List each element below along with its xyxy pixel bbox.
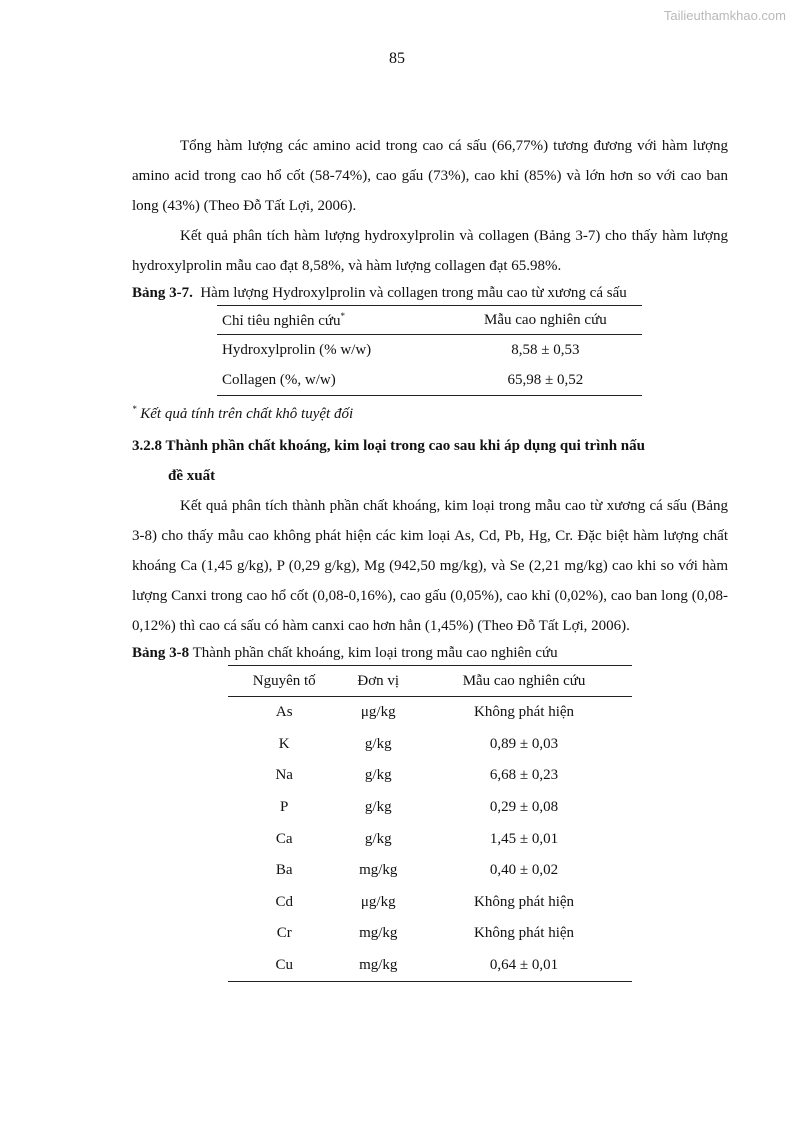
- table-cell-value: Không phát hiện: [474, 893, 575, 910]
- table-cell-element: Ba: [275, 862, 293, 879]
- table-3-7-header-sample: Mẫu cao nghiên cứu: [449, 306, 642, 335]
- table-cell-element: As: [275, 704, 293, 721]
- table-row: [228, 950, 632, 982]
- table-row: [217, 335, 642, 366]
- table-cell-name: Collagen (%, w/w): [222, 371, 336, 388]
- table-3-7-caption-text: Hàm lượng Hydroxylprolin và collagen trong mẫu cao từ xương cá sấu: [200, 285, 627, 301]
- table-row: [228, 760, 632, 792]
- table-cell-value: Không phát hiện: [474, 925, 575, 942]
- table-cell-unit: mg/kg: [359, 862, 398, 879]
- table-cell-value: 1,45 ± 0,01: [489, 830, 559, 847]
- table-row: [217, 365, 642, 396]
- table-cell-value: 6,68 ± 0,23: [489, 767, 559, 784]
- table-3-7-caption: [132, 281, 728, 305]
- page-number: 85: [389, 50, 405, 67]
- table-cell-element: Na: [275, 767, 293, 784]
- table-3-8-caption: [132, 641, 728, 665]
- table-3-7-note: * Kết quả tính trên chất khô tuyệt đối: [132, 404, 354, 422]
- table-cell-value: 0,40 ± 0,02: [489, 862, 559, 879]
- table-3-8-caption-text: Thành phần chất khoáng, kim loại trong mẫu cao nghiên cứu: [189, 645, 558, 661]
- table-3-8-header-unit: Đơn vị: [340, 666, 416, 697]
- table-cell-element: Cd: [275, 893, 293, 910]
- table-3-8: [228, 665, 632, 982]
- table-cell-element: Cu: [275, 957, 293, 974]
- table-cell-element: Ca: [275, 830, 293, 847]
- table-cell-unit: g/kg: [364, 830, 392, 847]
- table-cell-unit: g/kg: [364, 735, 392, 752]
- table-cell-value: 8,58 ± 0,53: [511, 341, 580, 358]
- table-row: [228, 697, 632, 729]
- table-row: [228, 855, 632, 887]
- table-cell-unit: mg/kg: [359, 925, 398, 942]
- table-cell-name: Hydroxylprolin (% w/w): [222, 341, 372, 358]
- table-cell-element: K: [278, 735, 290, 752]
- table-3-8-caption-label: Bảng 3-8: [132, 645, 190, 661]
- table-3-7-caption-label: Bảng 3-7.: [132, 285, 193, 301]
- section-heading-3-2-8: 3.2.8 Thành phần chất khoáng, kim loại trong cao sau khi áp dụng qui trình nấu đề xuất: [132, 438, 645, 484]
- table-3-8-header-element: Nguyên tố: [228, 666, 340, 697]
- table-cell-value: 0,89 ± 0,03: [489, 735, 559, 752]
- table-cell-unit: μg/kg: [360, 704, 396, 721]
- table-3-8-header-sample: Mẫu cao nghiên cứu: [416, 666, 632, 697]
- table-row: [228, 729, 632, 761]
- table-row: [228, 918, 632, 950]
- table-3-7-header-criteria: Chỉ tiêu nghiên cứu*: [217, 306, 449, 335]
- table-cell-element: Cr: [276, 925, 292, 942]
- table-cell-value: 65,98 ± 0,52: [507, 371, 584, 388]
- table-3-7: [217, 305, 642, 396]
- page-content: [132, 131, 728, 982]
- table-cell-value: Không phát hiện: [474, 704, 575, 721]
- table-row: [228, 823, 632, 855]
- table-row: [228, 887, 632, 919]
- table-cell-unit: mg/kg: [359, 957, 398, 974]
- table-row: [228, 792, 632, 824]
- table-cell-unit: g/kg: [364, 767, 392, 784]
- table-cell-value: 0,29 ± 0,08: [489, 799, 559, 816]
- table-cell-unit: μg/kg: [360, 893, 396, 910]
- watermark: Tailieuthamkhao.com: [663, 8, 786, 23]
- table-cell-unit: g/kg: [364, 799, 392, 816]
- table-cell-element: P: [280, 799, 289, 816]
- table-cell-value: 0,64 ± 0,01: [489, 957, 559, 974]
- paragraph-minerals: Kết quả phân tích thành phần chất khoáng, kim loại trong mẫu cao từ xương cá sấu (Bảng 3-8) cho thấy mẫu cao không phát hiện các kim loại As, Cd, Pb, Hg, Cr. Đặc biệt hàm lượng chất khoáng Ca (1,45 g/kg), P (0,29 g/kg), Mg (942,50 mg/kg), và Se (2,21 mg/kg) cao khi so với hàm lượng Canxi trong cao hổ cốt (0,08-0,16%), cao gấu (0,05%), cao khỉ (0,02%), cao ban long (0,08-0,12%) thì cao cá sấu có hàm canxi cao hơn hẳn (1,45%) (Theo Đỗ Tất Lợi, 2006).: [132, 498, 728, 634]
- paragraph-hydroxylprolin: Kết quả phân tích hàm lượng hydroxylprolin và collagen (Bảng 3-7) cho thấy hàm lượng hydroxylprolin mẫu cao đạt 8,58%, và hàm lượng collagen đạt 65.98%.: [132, 228, 728, 274]
- paragraph-amino-acid: Tổng hàm lượng các amino acid trong cao cá sấu (66,77%) tương đương với hàm lượng amino acid trong cao hổ cốt (58-74%), cao gấu (73%), cao khỉ (85%) và lớn hơn so với cao ban long (43%) (Theo Đỗ Tất Lợi, 2006).: [132, 138, 728, 214]
